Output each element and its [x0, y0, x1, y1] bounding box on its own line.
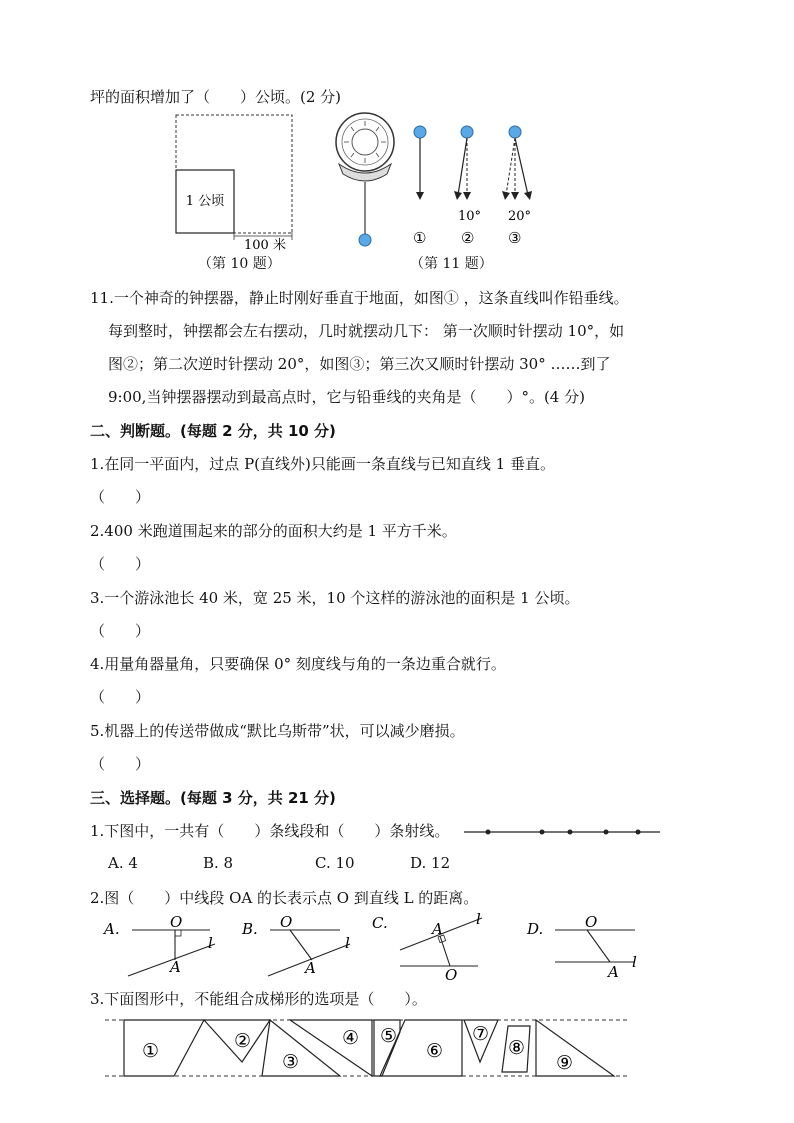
fig11-angle-3: 20°	[508, 209, 532, 224]
q1-option-a[interactable]: A. 4	[108, 854, 138, 872]
judge-answer-4[interactable]: （ ）	[90, 688, 151, 706]
svg-text:l: l	[208, 934, 213, 952]
svg-text:O: O	[170, 913, 183, 931]
fig11-angle-2: 10°	[458, 209, 482, 224]
judge-item-3: 3.一个游泳池长 40 米，宽 25 米，10 个这样的游泳池的面积是 1 公顷。	[90, 589, 580, 607]
judge-item-4: 4.用量角器量角，只要确保 0° 刻度线与角的一条边重合就行。	[90, 655, 506, 673]
svg-text:l: l	[632, 953, 637, 971]
judge-item-1: 1.在同一平面内，过点 P(直线外)只能画一条直线与已知直线 1 垂直。	[90, 455, 555, 473]
pivot-3-icon	[509, 126, 521, 138]
fig11-label-2: ②	[461, 229, 475, 247]
judge-item-2: 2.400 米跑道围起来的部分的面积大约是 1 平方千米。	[90, 522, 457, 540]
svg-text:A: A	[305, 959, 316, 977]
svg-text:⑧: ⑧	[508, 1037, 526, 1059]
pivot-2-icon	[461, 126, 473, 138]
pendulum-bob-icon	[359, 234, 371, 246]
svg-text:l: l	[345, 934, 350, 952]
section3-title: 三、选择题。(每题 3 分，共 21 分)	[90, 789, 336, 807]
fig10-caption: （第 10 题）	[198, 256, 281, 272]
svg-text:A: A	[608, 963, 619, 981]
q2-option-c: C.	[372, 914, 388, 932]
svg-text:①: ①	[142, 1040, 160, 1062]
choice-q2: 2.图（ ）中线段 OA 的长表示点 O 到直线 L 的距离。	[90, 889, 479, 907]
judge-answer-1[interactable]: （ ）	[90, 488, 151, 506]
q1-option-c[interactable]: C. 10	[315, 854, 355, 872]
svg-text:⑥: ⑥	[426, 1040, 444, 1062]
choice-q3: 3.下面图形中，不能组合成梯形的选项是（ ）。	[90, 990, 427, 1008]
q11-line3: 图②；第二次逆时针摆动 20°，如图③；第三次又顺时针摆动 30° ……到了	[108, 355, 611, 373]
svg-text:O: O	[585, 913, 598, 931]
svg-text:⑦: ⑦	[472, 1023, 490, 1045]
judge-answer-5[interactable]: （ ）	[90, 755, 151, 773]
fig11-caption: （第 11 题）	[410, 256, 493, 272]
q11-line2: 每到整时，钟摆都会左右摆动，几时就摆动几下： 第一次顺时针摆动 10°，如	[108, 322, 625, 340]
q1-option-b[interactable]: B. 8	[203, 854, 234, 872]
svg-text:⑨: ⑨	[556, 1052, 574, 1074]
svg-text:A: A	[432, 920, 443, 938]
svg-text:A: A	[170, 958, 181, 976]
q2-option-a: A.	[104, 920, 120, 938]
judge-item-5: 5.机器上的传送带做成“默比乌斯带”状，可以减少磨损。	[90, 722, 465, 740]
figure-11	[325, 112, 540, 252]
fig11-label-3: ③	[508, 229, 522, 247]
fig10-inner-label: 1 公顷	[185, 194, 225, 209]
judge-answer-3[interactable]: （ ）	[90, 622, 151, 640]
fig11-label-1: ①	[413, 229, 427, 247]
choice-q1: 1.下图中，一共有（ ）条线段和（ ）条射线。	[90, 822, 450, 840]
q1-line-figure	[460, 824, 665, 840]
q2-option-d: D.	[527, 920, 544, 938]
svg-text:④: ④	[342, 1027, 360, 1049]
q1-option-d[interactable]: D. 12	[410, 854, 451, 872]
figure-10	[170, 110, 300, 270]
svg-text:③: ③	[282, 1051, 300, 1073]
section2-title: 二、判断题。(每题 2 分，共 10 分)	[90, 422, 336, 440]
svg-text:l: l	[476, 910, 481, 928]
svg-text:O: O	[445, 966, 458, 984]
judge-answer-2[interactable]: （ ）	[90, 555, 151, 573]
q11-line4: 9:00,当钟摆器摆动到最高点时，它与铅垂线的夹角是（ ）°。(4 分)	[108, 388, 585, 406]
q3-shapes	[100, 1012, 640, 1084]
svg-text:O: O	[280, 913, 293, 931]
q11-line1: 11.一个神奇的钟摆器，静止时刚好垂直于地面，如图① ，这条直线叫作铅垂线。	[90, 289, 629, 307]
q2-figures	[100, 910, 680, 985]
q10-tail: 坪的面积增加了（ ）公顷。(2 分)	[90, 88, 342, 106]
pivot-1-icon	[414, 126, 426, 138]
svg-text:⑤: ⑤	[380, 1025, 398, 1047]
q2-option-b: B.	[242, 920, 258, 938]
svg-text:②: ②	[234, 1030, 252, 1052]
fig10-dim-label: 100 米	[244, 238, 286, 253]
